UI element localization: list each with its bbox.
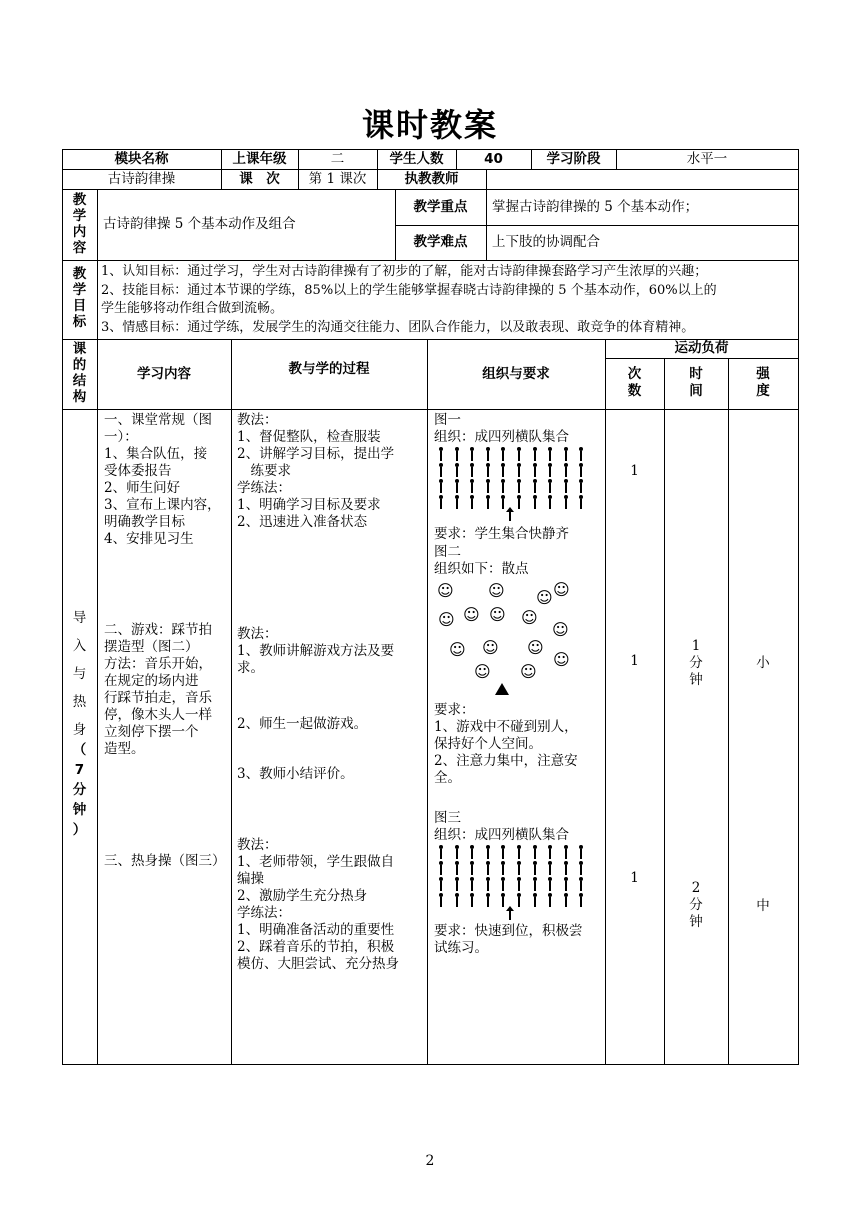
- module-name-value: 古诗韵律操: [107, 171, 176, 187]
- student-icon: [469, 463, 475, 478]
- student-icon: [516, 495, 522, 510]
- process-part-3: 教法： 1、老师带领，学生跟做自 编操 2、激励学生充分热身 学练法： 1、明确准备活动的重要性 2、踩着音乐的节拍，积极 模仿、大胆尝试、充分热身: [237, 837, 399, 972]
- smiley-icon: ☺: [552, 620, 569, 639]
- student-icon: [532, 893, 538, 908]
- student-icon: [516, 861, 522, 876]
- student-icon: [516, 877, 522, 892]
- smiley-icon: ☺: [489, 605, 506, 624]
- student-icon: [532, 495, 538, 510]
- teacher-triangle-icon: [495, 683, 509, 695]
- student-icon: [454, 479, 460, 494]
- key-label: 教学重点: [413, 199, 468, 215]
- student-icon: [500, 877, 506, 892]
- student-icon: [532, 479, 538, 494]
- student-icon: [578, 447, 584, 462]
- student-icon: [485, 845, 491, 860]
- teacher-arrow-icon: [509, 910, 511, 920]
- count-2: 1: [630, 653, 639, 669]
- stage-value: 水平一: [686, 151, 728, 167]
- student-icon: [578, 845, 584, 860]
- student-icon: [454, 845, 460, 860]
- students-label: 学生人数: [389, 151, 444, 167]
- goals-text: 1、认知目标：通过学习，学生对古诗韵律操有了初步的了解，能对古诗韵律操套路学习产生浓厚的兴趣； 2、技能目标：通过本节课的学练，85%以上的学生能够掌握春晓古诗韵律操的 5 个基本动作，60%以上的 学生能够将动作组合做到流畅。 3、情感目标：通过学练，发展学生的沟通交往能力、团队合作能力，以及敢表现、敢竞争的体育精神。: [101, 264, 717, 335]
- students-value: 40: [484, 151, 503, 167]
- student-icon: [563, 463, 569, 478]
- student-icon: [563, 877, 569, 892]
- student-icon: [578, 861, 584, 876]
- student-icon: [454, 463, 460, 478]
- student-icon: [547, 845, 553, 860]
- student-icon: [500, 845, 506, 860]
- org-1-head: 图一 组织：成四列横队集合: [434, 412, 569, 445]
- student-icon: [532, 447, 538, 462]
- student-icon: [547, 447, 553, 462]
- stage-label: 学习阶段: [546, 151, 601, 167]
- student-icon: [485, 893, 491, 908]
- student-icon: [438, 479, 444, 494]
- smiley-icon: ☺: [488, 581, 505, 600]
- student-icon: [469, 861, 475, 876]
- student-icon: [547, 495, 553, 510]
- student-icon: [485, 877, 491, 892]
- organization-header: 组织与要求: [482, 366, 550, 382]
- teacher-label: 执教教师: [404, 171, 459, 187]
- student-icon: [563, 861, 569, 876]
- student-icon: [547, 479, 553, 494]
- student-icon: [469, 495, 475, 510]
- student-icon: [563, 495, 569, 510]
- time-2: 2 分 钟: [689, 880, 703, 930]
- student-icon: [438, 845, 444, 860]
- smiley-icon: ☺: [553, 650, 570, 669]
- smiley-icon: ☺: [521, 608, 538, 627]
- page-number: 2: [425, 1153, 435, 1169]
- student-icon: [500, 463, 506, 478]
- teacher-arrow-icon: [509, 511, 511, 521]
- student-icon: [578, 495, 584, 510]
- student-icon: [454, 877, 460, 892]
- content-header: 学习内容: [137, 366, 191, 382]
- student-icon: [454, 861, 460, 876]
- student-icon: [532, 861, 538, 876]
- count-header: 次 数: [627, 366, 642, 399]
- student-icon: [438, 495, 444, 510]
- smiley-icon: ☺: [527, 638, 544, 657]
- intensity-2: 中: [756, 898, 770, 914]
- time-1: 1 分 钟: [689, 638, 703, 688]
- org-3-head: 图三 组织：成四列横队集合: [434, 810, 569, 843]
- page-title: 课时教案: [361, 106, 498, 144]
- student-icon: [485, 463, 491, 478]
- student-icon: [454, 447, 460, 462]
- smiley-icon: ☺: [553, 580, 570, 599]
- student-icon: [438, 893, 444, 908]
- content-text: 古诗韵律操 5 个基本动作及组合: [103, 216, 296, 232]
- smiley-icon: ☺: [536, 588, 553, 607]
- count-3: 1: [630, 870, 639, 886]
- student-icon: [438, 463, 444, 478]
- student-icon: [500, 479, 506, 494]
- load-header: 运动负荷: [674, 340, 729, 356]
- process-part-2b: 2、师生一起做游戏。: [237, 716, 368, 732]
- student-icon: [547, 877, 553, 892]
- student-icon: [438, 447, 444, 462]
- student-icon: [578, 479, 584, 494]
- student-icon: [532, 877, 538, 892]
- student-icon: [454, 495, 460, 510]
- module-name-label: 模块名称: [114, 151, 169, 167]
- time-header: 时 间: [689, 366, 703, 399]
- student-icon: [469, 845, 475, 860]
- content-label: 教 学 内 容: [72, 192, 87, 256]
- lesson-label: 课 次: [239, 171, 280, 187]
- student-icon: [500, 447, 506, 462]
- student-icon: [469, 893, 475, 908]
- student-icon: [578, 893, 584, 908]
- process-part-2a: 教法： 1、教师讲解游戏方法及要 求。: [237, 626, 395, 676]
- count-1: 1: [630, 463, 639, 479]
- content-part-1: 一、课堂常规（图 一）： 1、集合队伍，接 受体委报告 2、师生问好 3、宣布上课内容， 明确教学目标 4、安排见习生: [104, 412, 221, 547]
- student-icon: [516, 463, 522, 478]
- student-icon: [532, 463, 538, 478]
- difficulty-value: 上下肢的协调配合: [492, 234, 600, 250]
- student-icon: [500, 861, 506, 876]
- student-icon: [516, 893, 522, 908]
- org-2-head: 图二 组织如下：散点: [434, 544, 529, 577]
- student-icon: [438, 861, 444, 876]
- student-icon: [563, 845, 569, 860]
- student-icon: [485, 479, 491, 494]
- student-icon: [547, 893, 553, 908]
- smiley-icon: ☺: [463, 605, 480, 624]
- intensity-header: 强 度: [756, 366, 770, 399]
- student-icon: [516, 845, 522, 860]
- content-part-3: 三、热身操（图三）: [104, 853, 226, 869]
- student-icon: [469, 479, 475, 494]
- smiley-icon: ☺: [438, 610, 455, 629]
- key-value: 掌握古诗韵律操的 5 个基本动作；: [492, 199, 699, 215]
- process-header: 教与学的过程: [288, 361, 370, 377]
- student-icon: [454, 893, 460, 908]
- student-icon: [516, 479, 522, 494]
- smiley-icon: ☺: [520, 662, 537, 681]
- smiley-icon: ☺: [474, 662, 491, 681]
- student-icon: [469, 447, 475, 462]
- grade-label: 上课年级: [232, 151, 287, 167]
- student-icon: [578, 877, 584, 892]
- student-icon: [438, 877, 444, 892]
- student-icon: [485, 447, 491, 462]
- org-3-req: 要求：快速到位，积极尝 试练习。: [434, 923, 583, 956]
- student-icon: [485, 495, 491, 510]
- student-icon: [563, 479, 569, 494]
- student-icon: [547, 861, 553, 876]
- smiley-icon: ☺: [449, 640, 466, 659]
- student-icon: [547, 463, 553, 478]
- goals-label: 教 学 目 标: [72, 266, 87, 330]
- student-icon: [485, 861, 491, 876]
- intensity-1: 小: [756, 655, 770, 671]
- process-part-1: 教法： 1、督促整队，检查服装 2、讲解学习目标，提出学 练要求 学练法： 1、明确学习目标及要求 2、迅速进入准备状态: [237, 412, 395, 530]
- student-icon: [563, 447, 569, 462]
- grade-value: 二: [330, 151, 345, 167]
- smiley-icon: ☺: [482, 638, 499, 657]
- process-part-2c: 3、教师小结评价。: [237, 766, 354, 782]
- lesson-value: 第 1 课次: [308, 171, 367, 187]
- student-icon: [469, 877, 475, 892]
- difficulty-label: 教学难点: [413, 234, 468, 250]
- student-icon: [578, 463, 584, 478]
- student-icon: [532, 845, 538, 860]
- org-2-req: 要求： 1、游戏中不碰到别人， 保持好个人空间。 2、注意力集中，注意安 全。: [434, 702, 578, 786]
- structure-label: 课 的 结 构: [72, 341, 87, 405]
- org-1-req: 要求：学生集合快静齐: [434, 526, 569, 542]
- content-part-2: 二、游戏：踩节拍 摆造型（图二） 方法：音乐开始， 在规定的场内进 行踩节拍走，音乐 停，像木头人一样 立刻停下摆一个 造型。: [104, 622, 212, 757]
- section-label: 导 入 与 热 身 （ 7 分 钟 ）: [72, 610, 87, 838]
- student-icon: [563, 893, 569, 908]
- smiley-icon: ☺: [437, 581, 454, 600]
- student-icon: [516, 447, 522, 462]
